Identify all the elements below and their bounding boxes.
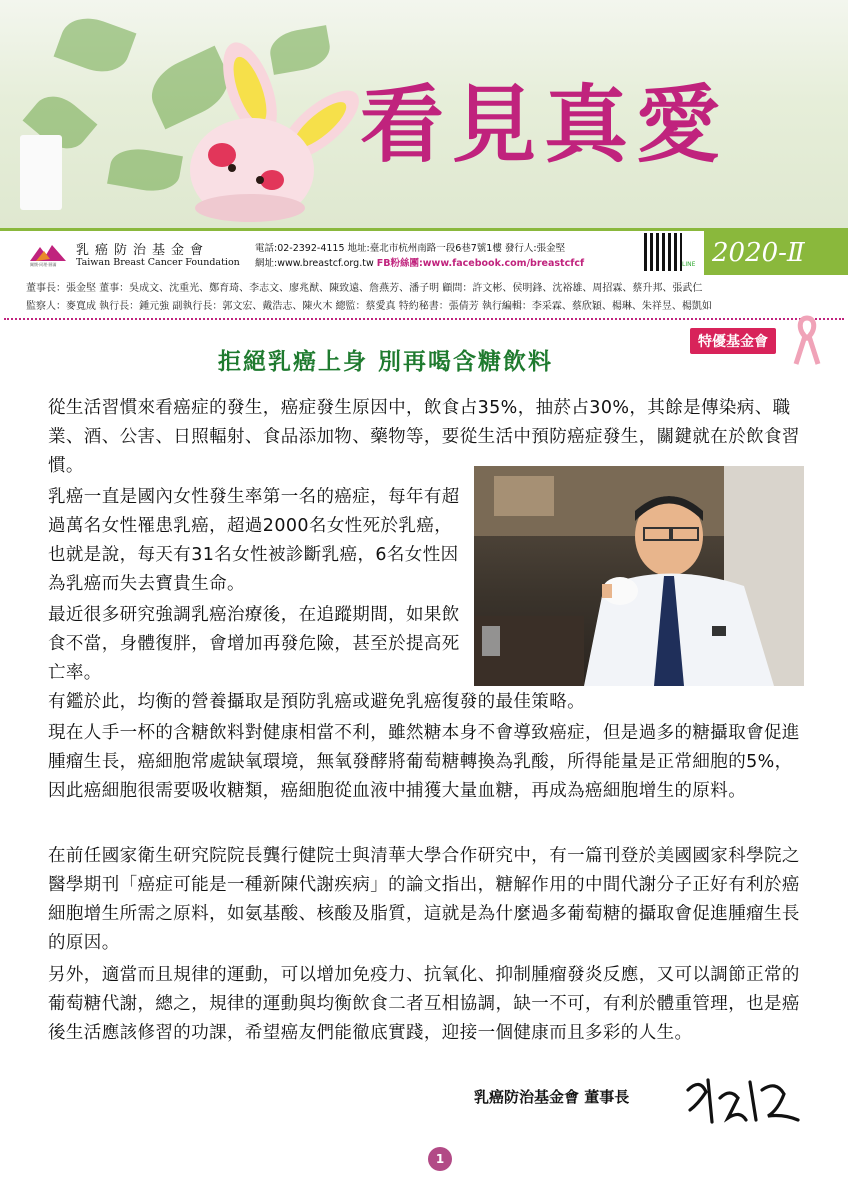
organization-name-cn: 乳癌防治基金會 [76,243,210,258]
header-banner [0,0,848,228]
paragraph-1: 從生活習慣來看癌症的發生，癌症發生原因中，飲食占35%，抽菸占30%，其餘是傳染病、職業、酒、公害、日照輻射、食品添加物、藥物等，要從生活中預防癌症發生，關鍵就在於飲食習慣。 [48,398,800,476]
paragraph-7: 另外，適當而且規律的運動，可以增加免疫力、抗氧化、抑制腫瘤發炎反應，又可以調節正常的葡萄糖代謝，總之，規律的運動與均衡飲食二者互相協調，缺一不可，有利於體重管理，也是癌後生活應該修習的功課，希望癌友們能徹底實踐，迎接一個健康而且多彩的人生。 [48,965,800,1043]
executive-staff: 監察人：麥寬成 執行長：鍾元強 副執行長：郭文宏、戴浩志、陳火木 總監：蔡愛真 特約秘書：張倩芳 執行編輯：李采霖、蔡欣穎、楊琳、朱祥昱、楊凱如 [26,301,712,312]
contact-info: 電話:02-2392-4115 地址:臺北市杭州南路一段6巷7號1樓 發行人:張金堅 [255,243,566,254]
chairman-photo [474,466,804,686]
award-badge: 特優基金會 [690,328,776,354]
paragraph-3: 最近很多研究強調乳癌治療後，在追蹤期間，如果飲食不當，身體復胖，會增加再發危險，甚至於提高死亡率。 [48,605,460,683]
organization-name-en: Taiwan Breast Cancer Foundation [76,257,240,268]
dotted-divider [4,318,844,320]
signoff-label: 乳癌防治基金會 董事長 [474,1088,630,1106]
bunny-illustration [180,30,370,225]
foundation-logo-icon [28,239,68,267]
organization-bar [0,228,848,275]
paragraph-6: 在前任國家衛生研究院院長龔行健院士與清華大學合作研究中，有一篇刊登於美國國家科學院之醫學期刊「癌症可能是一種新陳代謝疾病」的論文指出，糖解作用的中間代謝分子正好有利於癌細胞增生所需之原料，如氨基酸、核酸及脂質，這就是為什麼過多葡萄糖的攝取會促進腫瘤生長的原因。 [48,846,800,953]
signature-scribble [680,1070,810,1130]
website-text: 網址:www.breastcf.org.tw [255,258,377,269]
pink-ribbon-icon [792,314,822,366]
line-label: LINE [682,261,696,268]
chairman-photo-illustration [474,466,804,686]
paragraph-4: 有鑑於此，均衡的營養攝取是預防乳癌或避免乳癌復發的最佳策略。 [48,692,585,712]
qr-code-icon[interactable] [644,233,682,271]
logo-tagline: 關懷·同理·圓滿 [30,262,57,267]
page-title: 看見真愛 [360,75,729,174]
leaf-decoration [54,10,137,81]
paragraph-5: 現在人手一杯的含糖飲料對健康相當不利，雖然糖本身不會導致癌症，但是過多的糖攝取會促進腫瘤生長，癌細胞常處缺氧環境，無氧發酵將葡萄糖轉換為乳酸，所得能量是正常細胞的5%，因此癌細胞很需要吸收糖類，癌細胞從血液中捕獲大量血糖，再成為癌細胞增生的原料。 [48,723,800,801]
issue-number: 2020-Ⅱ [704,231,848,275]
article-headline: 拒絕乳癌上身 別再喝含糖飲料 [218,348,554,375]
leaf-decoration [107,144,183,196]
page-number: 1 [428,1147,452,1171]
cup-illustration [20,135,62,210]
chairman-signature [680,1070,810,1134]
web-info [255,255,584,269]
board-members: 董事長：張金堅 董事：吳成文、沈重光、鄭育琦、李志文、廖兆猷、陳致遠、詹燕芳、潘子明 顧問：許文彬、侯明鋒、沈裕雄、周招霖、蔡升邦、張武仁 [26,283,703,294]
paragraph-2: 乳癌一直是國內女性發生率第一名的癌症，每年有超過萬名女性罹患乳癌，超過2000名女性死於乳癌，也就是說，每天有31名女性被診斷乳癌，6名女性因為乳癌而失去寶貴生命。 [48,487,460,594]
facebook-link[interactable]: FB粉絲團:www.facebook.com/breastcfcf [376,258,585,269]
